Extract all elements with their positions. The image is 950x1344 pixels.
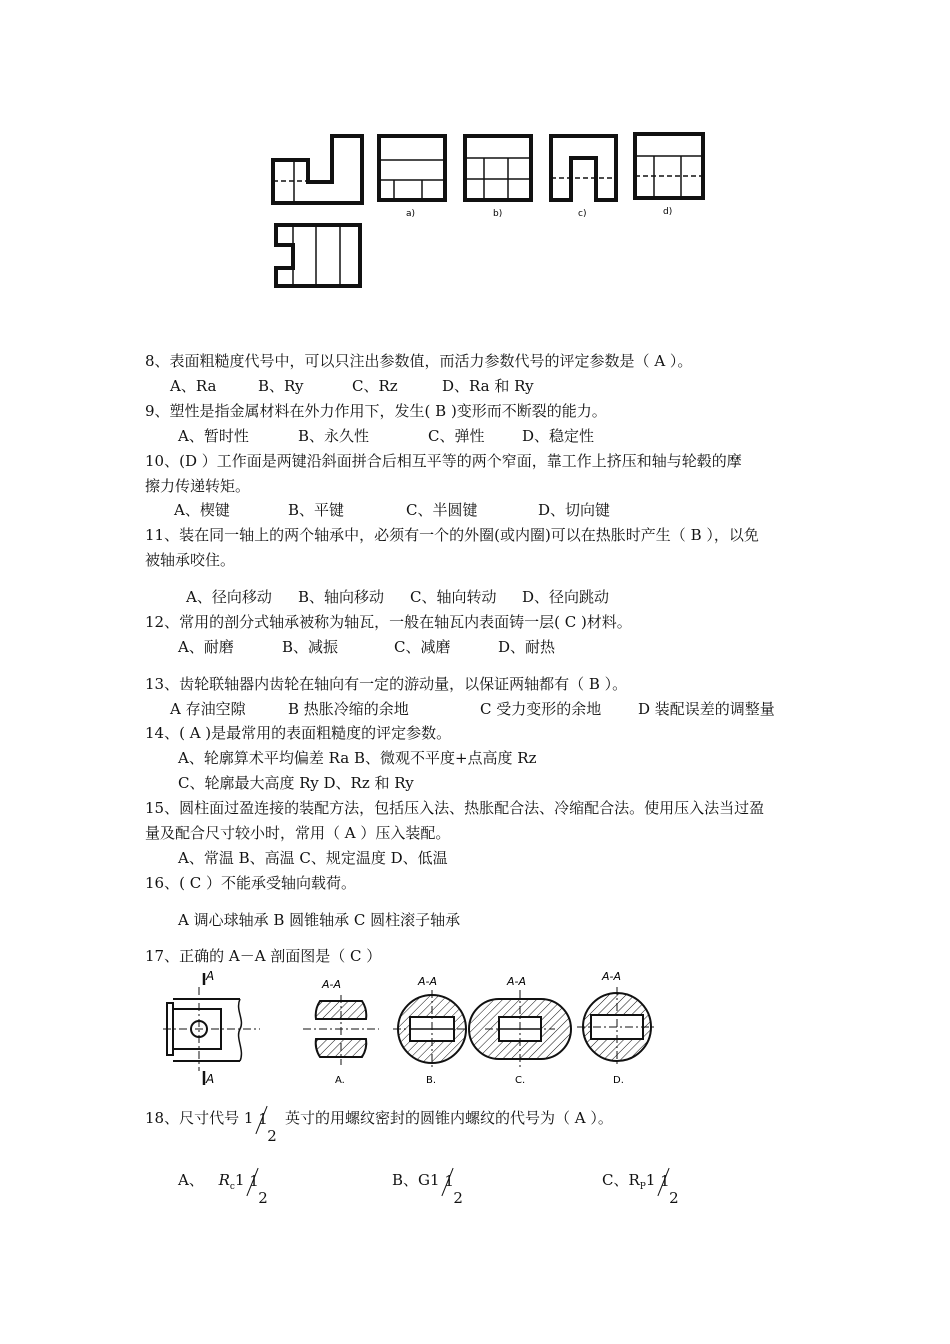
- view-label-a: a): [406, 209, 416, 219]
- q18-stem: [145, 1100, 613, 1145]
- section-option-b-label: B.: [426, 1075, 437, 1086]
- q9-option-b: B、永久性: [298, 427, 370, 445]
- section-mark-top: A: [206, 969, 215, 983]
- q13-option-b: B 热胀冷缩的余地: [288, 700, 409, 718]
- view-label-c: c): [578, 209, 587, 219]
- q16-stem: 16、( C ）不能承受轴向载荷。: [145, 874, 356, 892]
- q18-option-a-fraction: 1 2: [249, 1163, 271, 1199]
- q13-option-c: C 受力变形的余地: [480, 700, 602, 718]
- q10-option-a: A、楔键: [174, 501, 230, 519]
- q8-option-c: C、Rz: [352, 377, 398, 395]
- section-figure: [155, 965, 675, 1095]
- q9-option-a: A、暂时性: [178, 427, 249, 445]
- section-title-c: A-A: [507, 975, 527, 988]
- q14-stem: 14、( A )是最常用的表面粗糙度的评定参数。: [145, 724, 452, 742]
- q18-option-c-fraction: 1 2: [660, 1163, 682, 1199]
- q9-option-d: D、稳定性: [522, 427, 595, 445]
- section-title-b: A-A: [418, 975, 438, 988]
- view-label-d: d): [663, 207, 673, 217]
- q13-option-a: A 存油空隙: [170, 700, 246, 718]
- section-mark-bottom: A: [206, 1072, 215, 1086]
- q9-stem: 9、塑性是指金属材料在外力作用下，发生( B )变形而不断裂的能力。: [145, 402, 607, 420]
- q14-options-line2: C、轮廓最大高度 Ry D、Rz 和 Ry: [178, 774, 414, 792]
- q11-option-d: D、径向跳动: [522, 588, 610, 606]
- q17-stem: 17、正确的 A－A 剖面图是（ C ）: [145, 947, 382, 965]
- section-title-a: A-A: [322, 978, 342, 991]
- q18-option-c: C、$R_P1$ 1 2: [602, 1162, 682, 1205]
- q15-stem-line1: 15、圆柱面过盈连接的装配方法，包括压入法、热胀配合法、冷缩配合法。使用压入法当过盈: [145, 799, 765, 817]
- q18-stem-fraction: 1 2: [258, 1101, 280, 1137]
- q14-options-line1: A、轮廓算术平均偏差 Ra B、微观不平度+点高度 Rz: [178, 749, 537, 767]
- q11-option-a: A、径向移动: [186, 588, 272, 606]
- q12-option-a: A、耐磨: [178, 638, 234, 656]
- q8-stem: 8、表面粗糙度代号中，可以只注出参数值，而活力参数代号的评定参数是（ A ）。: [145, 352, 693, 370]
- q8-option-b: B、Ry: [258, 377, 304, 395]
- section-title-d: A-A: [602, 970, 622, 983]
- q12-option-b: B、减振: [282, 638, 339, 656]
- views-figure: [268, 128, 708, 298]
- q11-stem-line2: 被轴承咬住。: [145, 551, 236, 569]
- q10-stem-line1: 10、(D ）工作面是两键沿斜面拼合后相互平等的两个窄面，靠工作上挤压和轴与轮毂的摩: [145, 452, 742, 470]
- q18-stem-pre: 18、尺寸代号 1: [145, 1109, 254, 1127]
- q9-option-c: C、弹性: [428, 427, 485, 445]
- q10-option-d: D、切向键: [538, 501, 611, 519]
- q11-option-b: B、轴向移动: [298, 588, 385, 606]
- view-label-b: b): [493, 209, 503, 219]
- q8-option-d: D、Ra 和 Ry: [442, 377, 534, 395]
- section-option-a-label: A.: [335, 1075, 345, 1086]
- section-option-c-label: C.: [515, 1075, 526, 1086]
- q8-option-a: A、Ra: [170, 377, 217, 395]
- q18-option-b-fraction: 1 2: [444, 1163, 466, 1199]
- q18-option-b: B、G1 1 2: [392, 1162, 466, 1199]
- q10-option-b: B、平键: [288, 501, 345, 519]
- q18-stem-post: 英寸的用螺纹密封的圆锥内螺纹的代号为（ A ）。: [284, 1109, 613, 1127]
- section-option-d-label: D.: [613, 1075, 624, 1086]
- q12-option-d: D、耐热: [498, 638, 556, 656]
- q10-option-c: C、半圆键: [406, 501, 478, 519]
- q16-options: A 调心球轴承 B 圆锥轴承 C 圆柱滚子轴承: [178, 911, 461, 929]
- q13-stem: 13、齿轮联轴器内齿轮在轴向有一定的游动量，以保证两轴都有（ B ）。: [145, 675, 628, 693]
- q18-option-a: A、 $R_c1$ 1 2: [178, 1162, 271, 1205]
- q11-option-c: C、轴向转动: [410, 588, 497, 606]
- q10-stem-line2: 擦力传递转矩。: [145, 477, 251, 495]
- q15-stem-line2: 量及配合尺寸较小时，常用（ A ）压入装配。: [145, 824, 451, 842]
- q12-stem: 12、常用的剖分式轴承被称为轴瓦，一般在轴瓦内表面铸一层( C )材料。: [145, 613, 632, 631]
- q12-option-c: C、减磨: [394, 638, 451, 656]
- q15-options: A、常温 B、高温 C、规定温度 D、低温: [178, 849, 448, 867]
- q11-stem-line1: 11、装在同一轴上的两个轴承中，必须有一个的外圈(或内圈)可以在热胀时产生（ B ），以免: [145, 526, 759, 544]
- q13-option-d: D 装配误差的调整量: [638, 700, 775, 718]
